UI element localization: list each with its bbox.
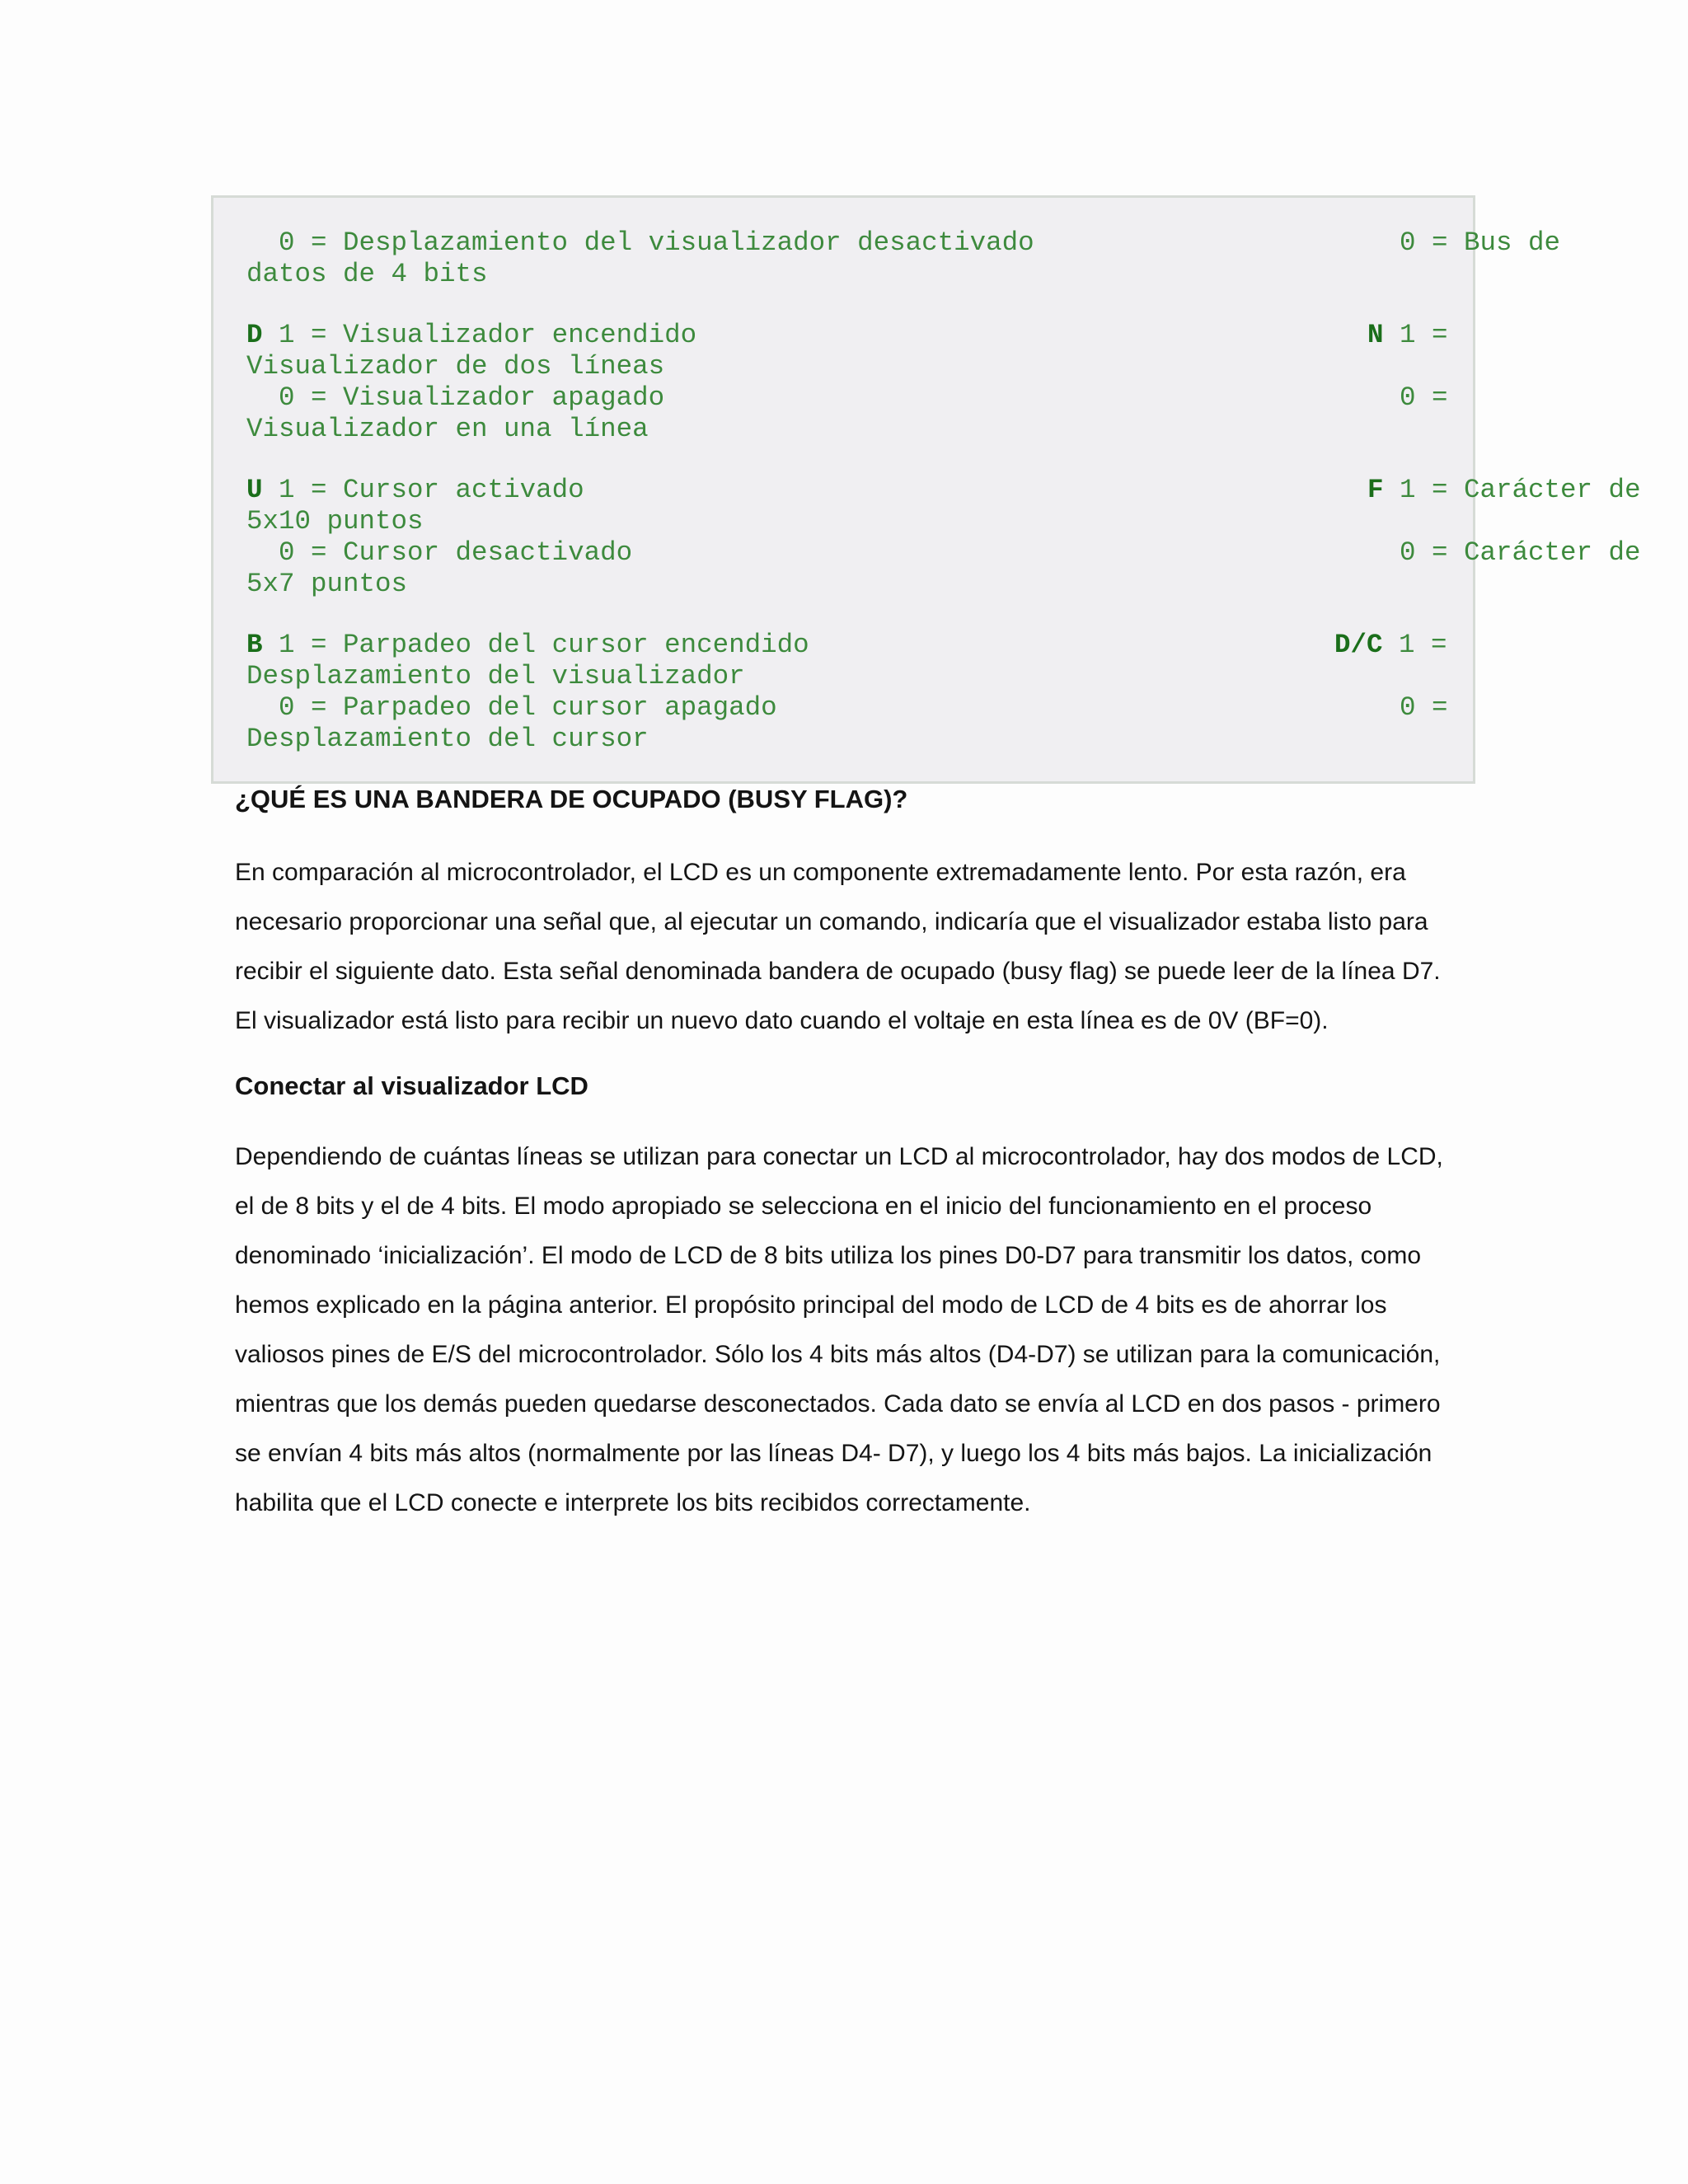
paragraph-line: En comparación al microcontrolador, el LCD es un componente extremadamente lento. Por esta razón, era [235,859,1406,886]
code-text: 1 = Visualizador encendido [262,320,697,350]
code-right-column [1367,537,1641,569]
code-text: 1 = Carácter de [1383,475,1641,505]
code-line [246,414,1473,445]
code-text: 0 = [1367,382,1448,413]
code-right-column [1367,475,1641,506]
busy-flag-paragraph [235,848,1471,1046]
code-gap [246,600,1473,630]
paragraph-line: el de 8 bits y el de 4 bits. El modo apropiado se selecciona en el inicio del funcionamiento en el proceso [235,1193,1372,1220]
code-line [246,630,1473,661]
code-right-column [1367,692,1448,724]
paragraph-line: hemos explicado en la página anterior. El propósito principal del modo de LCD de 4 bits es de ahorrar los [235,1291,1387,1319]
code-text: 0 = Desplazamiento del visualizador desactivado [246,227,1034,258]
code-text: 0 = Bus de [1367,227,1561,258]
code-text: 1 = [1382,630,1447,660]
code-key: U [246,475,263,505]
code-gap [246,290,1473,320]
code-line [246,259,1473,290]
code-line [246,320,1473,351]
code-key: D [246,320,263,350]
code-text: 5x10 puntos [246,506,424,537]
code-line [246,475,1641,506]
code-text: 1 = Parpadeo del cursor encendido [262,630,809,660]
code-text: Visualizador en una línea [246,414,649,444]
code-gap [246,445,1473,475]
paragraph-line: valiosos pines de E/S del microcontrolador. Sólo los 4 bits más altos (D4-D7) se utilizan para la comunicación, [235,1341,1441,1368]
code-line [246,692,1473,724]
paragraph-line: Dependiendo de cuántas líneas se utilizan para conectar un LCD al microcontrolador, hay dos modos de LCD, [235,1143,1443,1170]
paragraph-line: El visualizador está listo para recibir un nuevo dato cuando el voltaje en esta línea es de 0V (BF=0). [235,1007,1329,1034]
paragraph-line: recibir el siguiente dato. Esta señal denominada bandera de ocupado (busy flag) se puede leer de la línea D7. [235,958,1441,985]
code-line [246,537,1641,569]
code-text: datos de 4 bits [246,259,488,289]
code-text: 0 = [1367,692,1448,723]
busy-flag-heading: ¿QUÉ ES UNA BANDERA DE OCUPADO (BUSY FLAG)? [235,785,908,813]
code-line [246,661,1473,692]
code-right-column [1367,227,1560,259]
code-text: 0 = Visualizador apagado [246,382,665,413]
code-key: N [1367,320,1384,350]
code-line [246,351,1473,382]
code-block [211,195,1641,784]
paragraph-line: mientras que los demás pueden quedarse desconectados. Cada dato se envía al LCD en dos pasos - primero [235,1390,1441,1418]
code-line [246,724,1473,755]
paragraph-line: denominado ‘inicialización’. El modo de LCD de 8 bits utiliza los pines D0-D7 para transmitir los datos, como [235,1242,1422,1269]
code-right-column [1367,382,1448,414]
connect-lcd-paragraph [235,1132,1471,1528]
code-text: 5x7 puntos [246,569,408,599]
code-line [246,382,1473,414]
code-text: Visualizador de dos líneas [246,351,665,382]
code-text: 0 = Parpadeo del cursor apagado [246,692,777,723]
code-line [246,569,1473,600]
code-line [246,227,1561,259]
paragraph-line: necesario proporcionar una señal que, al ejecutar un comando, indicaría que el visualizador estaba listo para [235,908,1428,935]
paragraph-line: habilita que el LCD conecte e interprete los bits recibidos correctamente. [235,1489,1031,1516]
code-key: F [1367,475,1384,505]
code-right-column [1367,320,1448,351]
code-text: 0 = Carácter de [1367,537,1641,568]
code-text: 1 = Cursor activado [262,475,584,505]
code-text: 1 = [1383,320,1448,350]
paragraph-line: se envían 4 bits más altos (normalmente por las líneas D4- D7), y luego los 4 bits más bajos. La inicialización [235,1440,1432,1467]
code-right-column [1334,630,1447,661]
connect-lcd-heading: Conectar al visualizador LCD [235,1071,588,1100]
code-text: 0 = Cursor desactivado [246,537,633,568]
code-line [246,506,1473,537]
code-text: Desplazamiento del cursor [246,724,649,754]
code-key: B [246,630,263,660]
code-key: D/C [1334,630,1383,660]
code-text: Desplazamiento del visualizador [246,661,745,691]
